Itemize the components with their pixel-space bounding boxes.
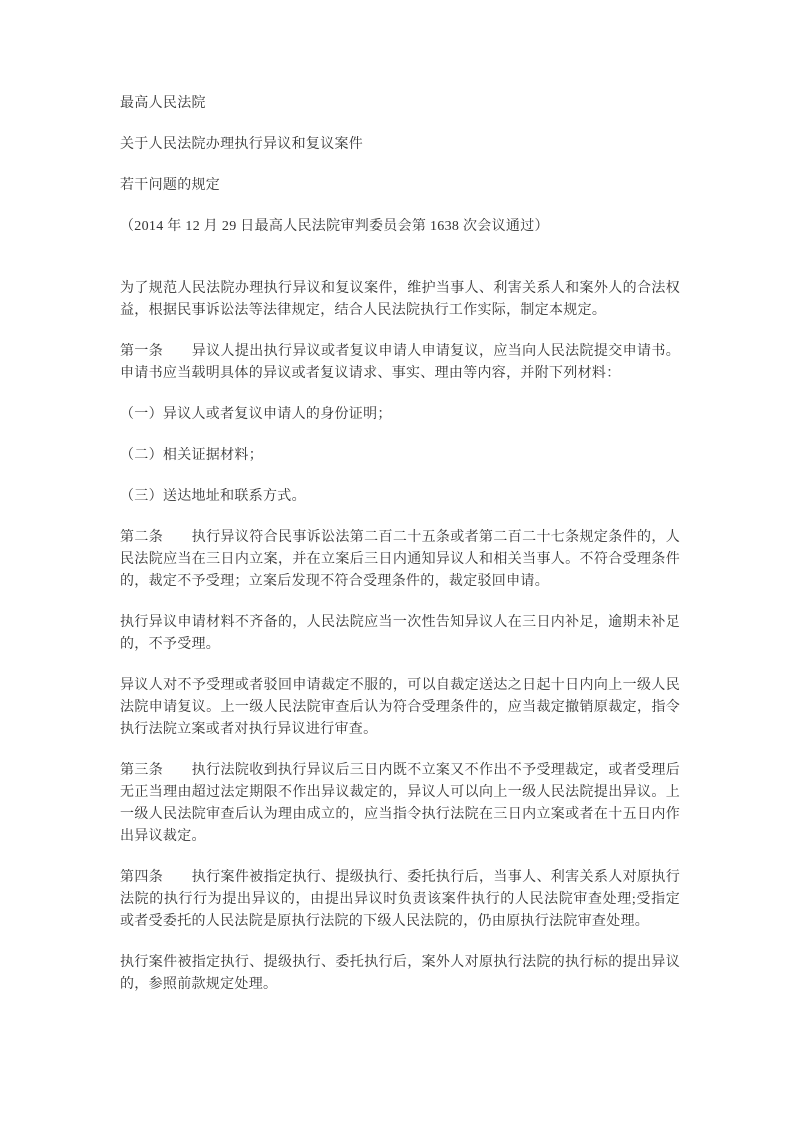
article-4-paragraph-2: 执行案件被指定执行、提级执行、委托执行后，案外人对原执行法院的执行标的提出异议的，参照前款规定处理。 [120,955,680,992]
article-2-paragraph-1: 第二条 执行异议符合民事诉讼法第二百二十五条或者第二百二十七条规定条件的，人民法院应当在三日内立案，并在立案后三日内通知异议人和相关当事人。不符合受理条件的，裁定不予受理；立案后发现不符合受理条件的，裁定驳回申请。 [120,530,680,589]
issuer-name: 最高人民法院 [120,96,206,111]
article-4-paragraph-1: 第四条 执行案件被指定执行、提级执行、委托执行后，当事人、利害关系人对原执行法院的执行行为提出异议的，由提出异议时负责该案件执行的人民法院审查处理;受指定或者受委托的人民法院是原执行法院的下级人民法院的，仍由原执行法院审查处理。 [120,870,680,929]
article-1-paragraph: 第一条 异议人提出执行异议或者复议申请人申请复议，应当向人民法院提交申请书。申请书应当载明具体的异议或者复议请求、事实、理由等内容，并附下列材料： [120,344,680,381]
adoption-note: （2014 年 12 月 29 日最高人民法院审判委员会第 1638 次会议通过） [120,219,549,234]
preamble-paragraph: 为了规范人民法院办理执行异议和复议案件，维护当事人、利害关系人和案外人的合法权益，根据民事诉讼法等法律规定，结合人民法院执行工作实际，制定本规定。 [120,281,680,318]
article-1-item-1: （一）异议人或者复议申请人的身份证明； [120,407,392,422]
article-2-paragraph-2: 执行异议申请材料不齐备的，人民法院应当一次性告知异议人在三日内补足，逾期未补足的，不予受理。 [120,615,680,652]
article-1-item-2: （二）相关证据材料； [120,448,263,463]
article-3-paragraph: 第三条 执行法院收到执行异议后三日内既不立案又不作出不予受理裁定，或者受理后无正当理由超过法定期限不作出异议裁定的，异议人可以向上一级人民法院提出异议。上一级人民法院审查后认为理由成立的，应当指令执行法院在三日内立案或者在十五日内作出异议裁定。 [120,763,680,844]
document-title-line-2: 若干问题的规定 [120,178,221,193]
article-1-item-3: （三）送达地址和联系方式。 [120,489,306,504]
article-2-paragraph-3: 异议人对不予受理或者驳回申请裁定不服的，可以自裁定送达之日起十日内向上一级人民法院申请复议。上一级人民法院审查后认为符合受理条件的，应当裁定撤销原裁定，指令执行法院立案或者对执行异议进行审查。 [120,678,680,737]
document-title-line-1: 关于人民法院办理执行异议和复议案件 [120,137,364,152]
